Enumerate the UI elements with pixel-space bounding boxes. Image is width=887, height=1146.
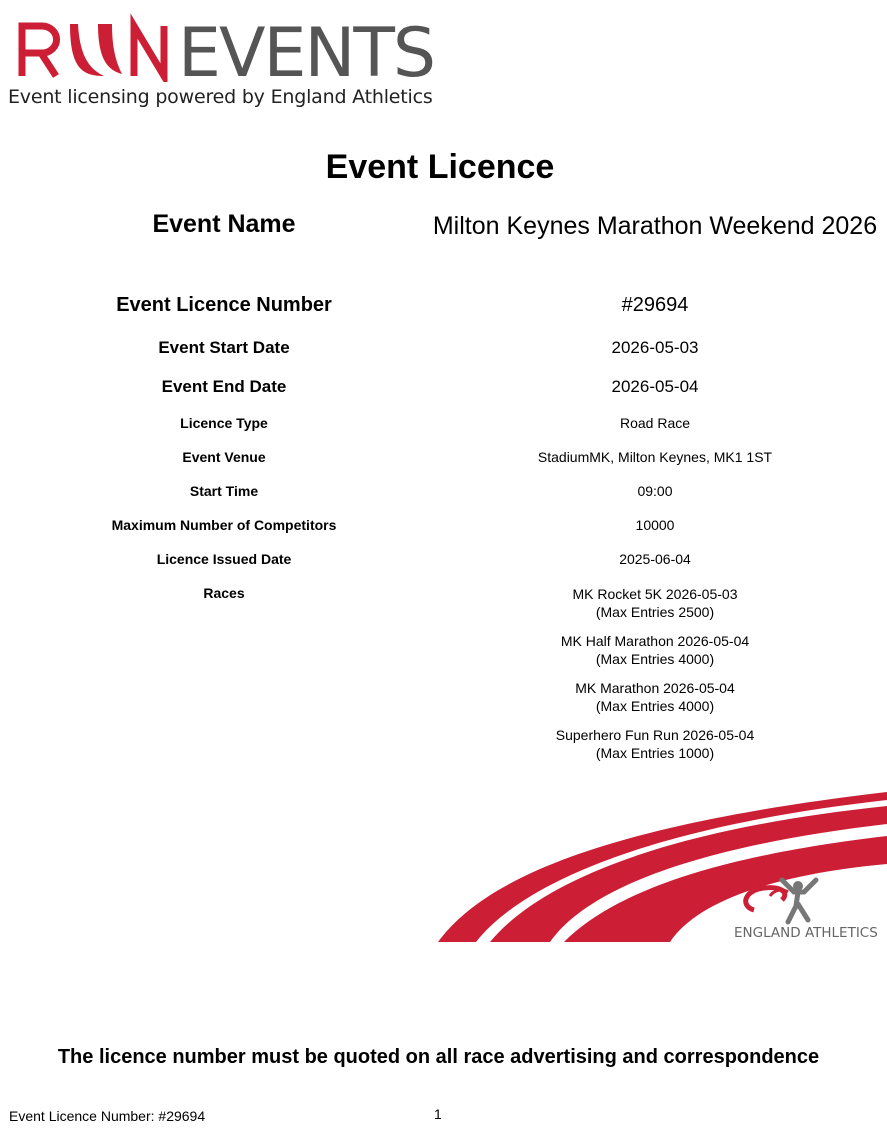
svg-text:EVENTS: EVENTS — [178, 14, 435, 82]
page-number: 1 — [434, 1106, 442, 1122]
label-start-date: Event Start Date — [158, 338, 290, 357]
england-athletics-wordmark: ENGLAND ATHLETICS — [734, 925, 878, 941]
race-item — [430, 632, 880, 668]
race-entries: (Max Entries 4000) — [595, 698, 715, 714]
race-name: MK Marathon 2026-05-04 — [575, 680, 735, 696]
value-end-date: 2026-05-04 — [611, 377, 699, 396]
label-end-date: Event End Date — [161, 377, 287, 396]
value-event-name: Milton Keynes Marathon Weekend 2026 — [432, 212, 878, 240]
label-issued-date: Licence Issued Date — [156, 551, 292, 567]
value-max-competitors: 10000 — [635, 517, 675, 533]
race-item — [430, 726, 880, 762]
race-name: Superhero Fun Run 2026-05-04 — [555, 727, 755, 743]
races-list — [430, 585, 880, 773]
logo-tagline: Event licensing powered by England Athletics — [8, 86, 433, 108]
value-issued-date: 2025-06-04 — [619, 551, 691, 567]
document-title: Event Licence — [325, 148, 555, 186]
label-licence-type: Licence Type — [180, 415, 268, 431]
value-licence-type: Road Race — [619, 415, 691, 431]
race-name: MK Half Marathon 2026-05-04 — [560, 633, 750, 649]
label-venue: Event Venue — [182, 449, 266, 465]
england-athletics-graphic — [438, 788, 887, 944]
value-venue: StadiumMK, Milton Keynes, MK1 1ST — [537, 449, 773, 465]
race-item — [430, 585, 880, 621]
label-races: Races — [203, 585, 245, 601]
value-licence-number: #29694 — [621, 294, 689, 316]
label-max-competitors: Maximum Number of Competitors — [111, 517, 337, 533]
label-event-name: Event Name — [152, 210, 296, 238]
race-entries: (Max Entries 1000) — [595, 745, 715, 761]
race-entries: (Max Entries 2500) — [595, 604, 715, 620]
value-start-date: 2026-05-03 — [611, 338, 699, 357]
licence-notice: The licence number must be quoted on all race advertising and correspondence — [57, 1046, 820, 1068]
race-entries: (Max Entries 4000) — [595, 651, 715, 667]
race-name: MK Rocket 5K 2026-05-03 — [572, 586, 738, 602]
label-licence-number: Event Licence Number — [116, 294, 332, 316]
race-item — [430, 679, 880, 715]
value-start-time: 09:00 — [637, 483, 673, 499]
footer-licence-ref: Event Licence Number: #29694 — [9, 1108, 206, 1124]
label-start-time: Start Time — [189, 483, 259, 499]
